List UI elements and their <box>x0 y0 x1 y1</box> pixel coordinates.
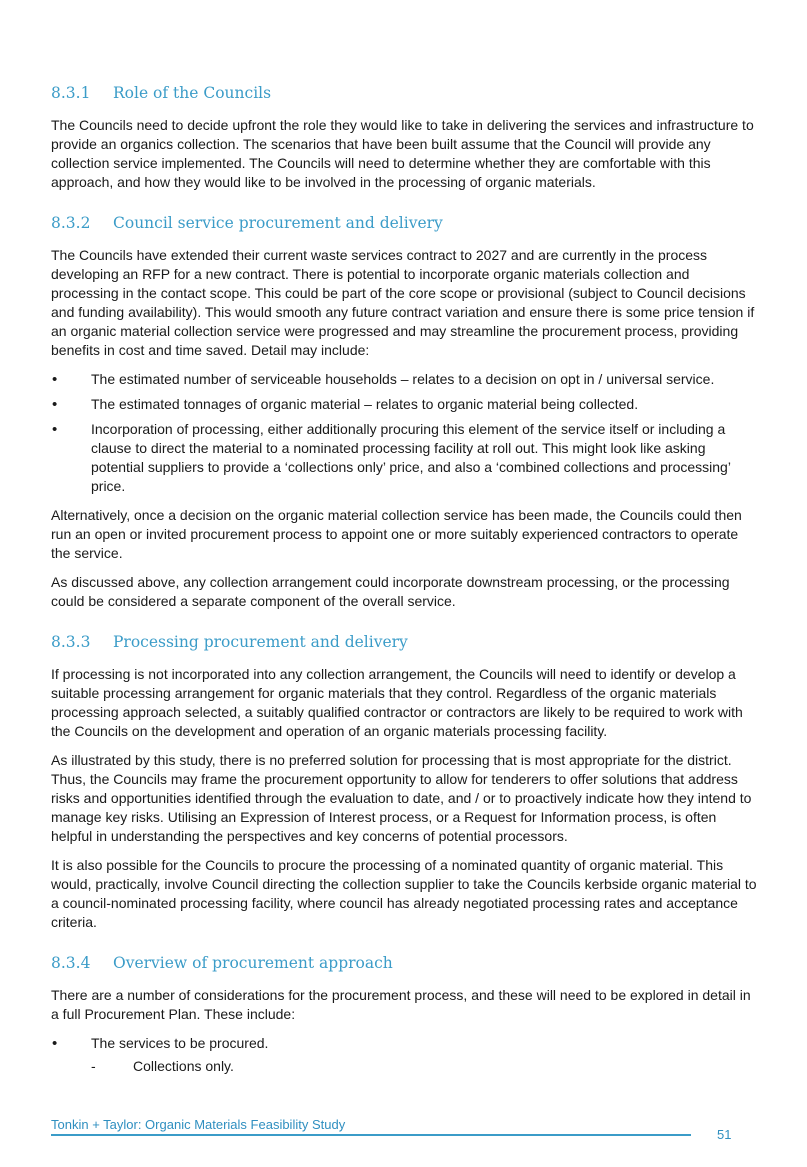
paragraph: The Councils need to decide upfront the role they would like to take in delivering the services and infrastructure to provide an organics collection. The scenarios that have been built assume that the Council will provide any collection service implemented. The Councils will need to determine whether they are comfortable with this approach, and how they would like to be involved in the processing of organic materials. <box>51 117 754 190</box>
paragraph: The Councils have extended their current waste services contract to 2027 and are currently in the process developing an RFP for a new contract. There is potential to incorporate organic materials collection and processing in the contact scope. This could be part of the core scope or provisional (subject to Council decisions and funding availability). This would smooth any future contract variation and ensure there is some price tension if an organic material collection service were progressed and may streamline the procurement process, providing benefits in cost and time saved. Detail may include: <box>51 247 755 358</box>
section-number: 8.3.1 <box>51 84 91 102</box>
paragraph: As discussed above, any collection arrangement could incorporate downstream processing, or the processing could be considered a separate component of the overall service. <box>51 574 730 609</box>
section-number: 8.3.4 <box>51 954 91 972</box>
section-number: 8.3.2 <box>51 214 91 232</box>
section-title: Processing procurement and delivery <box>113 633 408 651</box>
section-heading <box>51 212 759 234</box>
section-heading <box>51 952 759 974</box>
section-heading <box>51 631 759 653</box>
list-item: • Incorporation of processing, either additionally procuring this element of the service itself or including a clause to direct the material to a nominated processing facility at roll out. This might look like asking potential suppliers to provide a ‘collections only’ price, and also a ‘combined collections and processing’ price. <box>51 420 759 496</box>
sub-list-item: - Collections only. <box>91 1057 759 1076</box>
page-number: 51 <box>717 1127 732 1142</box>
section-title: Council service procurement and delivery <box>113 214 443 232</box>
paragraph: If processing is not incorporated into any collection arrangement, the Councils will need to identify or develop a suitable processing arrangement for organic materials that they control. Regardless of the organic materials processing approach selected, a suitably qualified contractor or contractors are likely to be required to work with the Councils on the development and operation of an organic materials processing facility. <box>51 666 743 739</box>
paragraph: Alternatively, once a decision on the organic material collection service has been made, the Councils could then run an open or invited procurement process to appoint one or more suitably experienced contractors to operate the service. <box>51 507 742 561</box>
paragraph: It is also possible for the Councils to procure the processing of a nominated quantity of organic material. This would, practically, involve Council directing the collection supplier to take the Councils kerbside organic material to a council-nominated processing facility, where council has already negotiated processing rates and acceptance criteria. <box>51 857 757 930</box>
list-item: • The estimated tonnages of organic material – relates to organic material being collected. <box>51 395 759 414</box>
document-body <box>51 82 759 1086</box>
list-item: • The estimated number of serviceable households – relates to a decision on opt in / universal service. <box>51 370 759 389</box>
section-number: 8.3.3 <box>51 633 91 651</box>
list-item-text: The services to be procured. <box>91 1035 269 1051</box>
list-item <box>51 1034 759 1076</box>
sub-list <box>91 1057 759 1076</box>
section-title: Overview of procurement approach <box>113 954 393 972</box>
bullet-list <box>51 1034 759 1076</box>
section-title: Role of the Councils <box>113 84 272 102</box>
footer-title: Tonkin + Taylor: Organic Materials Feasibility Study <box>51 1117 346 1132</box>
paragraph: As illustrated by this study, there is no preferred solution for processing that is most appropriate for the district. Thus, the Councils may frame the procurement opportunity to allow for tenderers to offer solutions that address risks and opportunities identified through the evaluation to date, and / or to proactively indicate how they intend to manage key risks. Utilising an Expression of Interest process, or a Request for Information process, is often helpful in understanding the perspectives and key concerns of potential processors. <box>51 752 752 844</box>
section-heading <box>51 82 759 104</box>
page-footer <box>51 1117 691 1136</box>
bullet-list <box>51 370 759 496</box>
paragraph: There are a number of considerations for the procurement process, and these will need to be explored in detail in a full Procurement Plan. These include: <box>51 987 751 1022</box>
